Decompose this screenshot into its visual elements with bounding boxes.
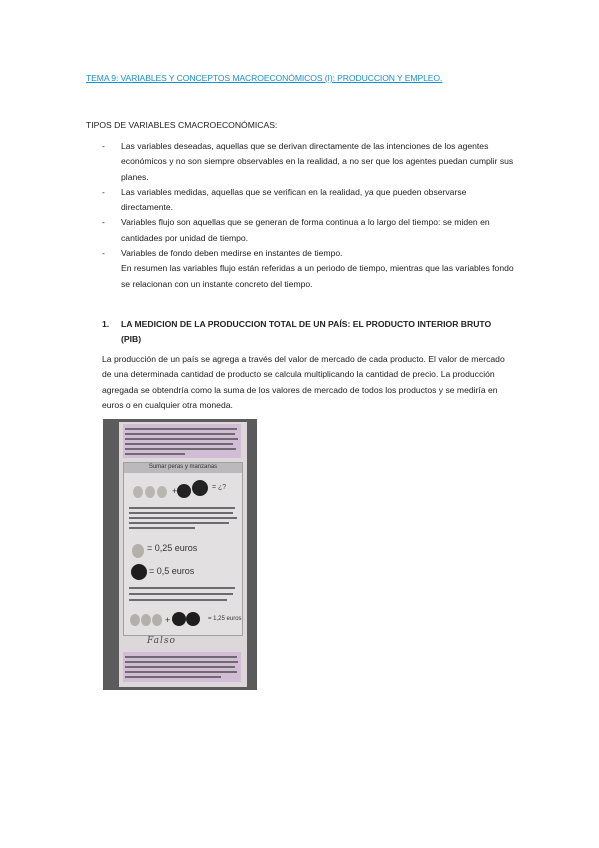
document-title: TEMA 9: VARIABLES Y CONCEPTOS MACROECONÓMICOS (I): PRODUCCION Y EMPLEO. bbox=[86, 73, 443, 83]
pib-paragraph: La producción de un país se agrega a través del valor de mercado de cada producto. El valor de mercado de una determinada cantidad de producto se calcula multiplicando la cantidad de precio. La producción agregada se obtendría como la suma de los valores de mercado de todos los productos y se mediría en euros o en cualquier otra moneda. bbox=[102, 354, 505, 410]
list-item-text: Las variables medidas, aquellas que se verifican en la realidad, ya que pueden observarse directamente. bbox=[121, 186, 467, 213]
pear-price-icon bbox=[130, 541, 146, 559]
list-item-text: Variables de fondo deben medirse en instantes de tiempo. bbox=[121, 248, 343, 259]
variable-types-list bbox=[102, 139, 514, 292]
list-item: - Variables de fondo deben medirse en instantes de tiempo. bbox=[102, 248, 343, 259]
apple-price: = 0,5 euros bbox=[149, 566, 195, 576]
variable-types-heading: TIPOS DE VARIABLES CMACROECONÓMICAS: bbox=[86, 120, 278, 130]
apple-price-icon bbox=[130, 563, 148, 581]
total-value: = 1,25 euros bbox=[208, 616, 242, 622]
textbook-page bbox=[119, 422, 247, 687]
list-item-text: Las variables deseadas, aquellas que se derivan directamente de las intenciones de los agentes económicos y no son siempre observables en la realidad, a no ser que los agentes puedan cumplir sus planes. bbox=[121, 141, 514, 182]
list-item: - Las variables deseadas, aquellas que se derivan directamente de las intenciones de los agentes económicos y no son siempre observables en la realidad, a no ser que los agentes puedan cumplir sus planes. bbox=[102, 141, 514, 182]
apple-icon bbox=[190, 478, 210, 498]
textbook-photo bbox=[103, 419, 257, 690]
svg-text:+: + bbox=[172, 486, 178, 496]
section-number: 1. bbox=[102, 319, 110, 329]
box-title: Sumar peras y manzanas bbox=[148, 464, 218, 470]
svg-text:+: + bbox=[165, 615, 171, 625]
handwritten-note: Falso bbox=[147, 636, 176, 646]
summary-text: En resumen las variables flujo están referidas a un periodo de tiempo, mientras que las variables fondo se relacionan con un instante concreto del tiempo. bbox=[121, 263, 514, 289]
list-item: - Las variables medidas, aquellas que se verifican en la realidad, ya que pueden observarse directamente. bbox=[102, 186, 467, 213]
summary-note bbox=[102, 261, 514, 292]
section-heading bbox=[102, 317, 512, 347]
pear-icon bbox=[132, 479, 192, 499]
list-item-text: Variables flujo son aquellas que se generan de forma continua a lo largo del tiempo: se miden en cantidades por unidad de tiempo. bbox=[121, 217, 490, 243]
section-title: LA MEDICION DE LA PRODUCCION TOTAL DE UN PAÍS: EL PRODUCTO INTERIOR BRUTO (PIB) bbox=[121, 319, 492, 344]
equation-result: = ¿? bbox=[212, 484, 227, 491]
list-item: - Variables flujo son aquellas que se generan de forma continua a lo largo del tiempo: se miden en cantidades por unidad de tiempo. bbox=[102, 217, 490, 243]
total-equation-icons bbox=[129, 609, 209, 629]
pear-price: = 0,25 euros bbox=[147, 543, 198, 553]
